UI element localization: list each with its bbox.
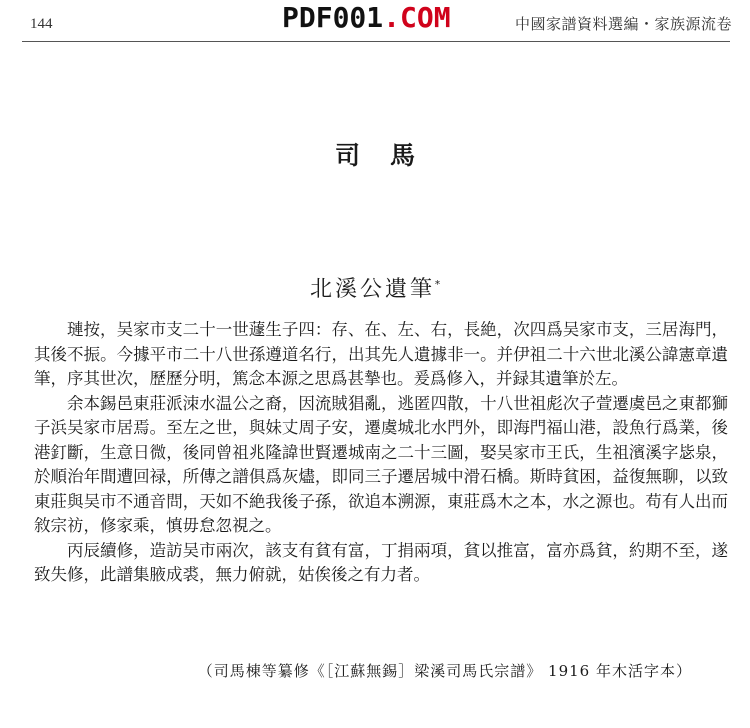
header-rule <box>22 41 730 42</box>
section-title-text: 北溪公遺筆 <box>309 277 435 302</box>
section-title <box>0 272 750 303</box>
body-text <box>34 318 728 588</box>
page-header <box>0 0 750 46</box>
source-citation: （司馬棟等纂修《［江蘇無錫］梁溪司馬氏宗譜》 1916 年木活字本） <box>197 662 692 680</box>
watermark-logo <box>282 1 451 34</box>
watermark-text-domain: .COM <box>383 1 451 34</box>
watermark-text-main: PDF001 <box>282 1 384 34</box>
paragraph: 璉按，吴家市支二十一世蘧生子四：存、在、左、右，長絶，次四爲吴家市支，三居海門，其後不振。今據平市二十八世孫遵道名行，出其先人遺據非一。并伊祖二十六世北溪公諱憲章遺筆，序其世次，歷歷分明，篤念本源之思爲甚摯也。爰爲修入，并録其遺筆於左。 <box>34 320 728 388</box>
paragraph: 丙辰續修，造訪吴市兩次，該支有貧有富，丁捐兩項，貧以推富，富亦爲貧，約期不至，遂致失修，此譜集腋成裘，無力俯就，姑俟後之有力者。 <box>34 540 728 584</box>
surname-title: 司馬 <box>334 141 445 170</box>
page-number: 144 <box>30 16 53 32</box>
running-title: 中國家譜資料選編・家族源流卷 <box>514 15 732 33</box>
footnote-mark: * <box>435 279 440 291</box>
paragraph: 余本錫邑東莊派洓水温公之裔，因流賊猖亂，逃匿四散，十八世祖彪次子萱遷虞邑之東都獅子浜吴家市居焉。至左之世，與妹丈周子安，遷虞城北水門外，即海門福山港，設魚行爲業，後港釘斷，生意日微，後同曾祖兆隆諱世賢遷城南之二十三圖，娶吴家市王氏，生祖濱溪字毖泉，於順治年間遭回禄，所傳之譜俱爲灰燼，即同三子遷居城中滑石橋。斯時貧困，益復無聊，以致東莊與吴市不通音問，天如不絶我後子孫，欲追本溯源，東莊爲木之本，水之源也。苟有人出而敘宗祊，修家乘，慎毋怠忽視之。 <box>34 393 728 535</box>
